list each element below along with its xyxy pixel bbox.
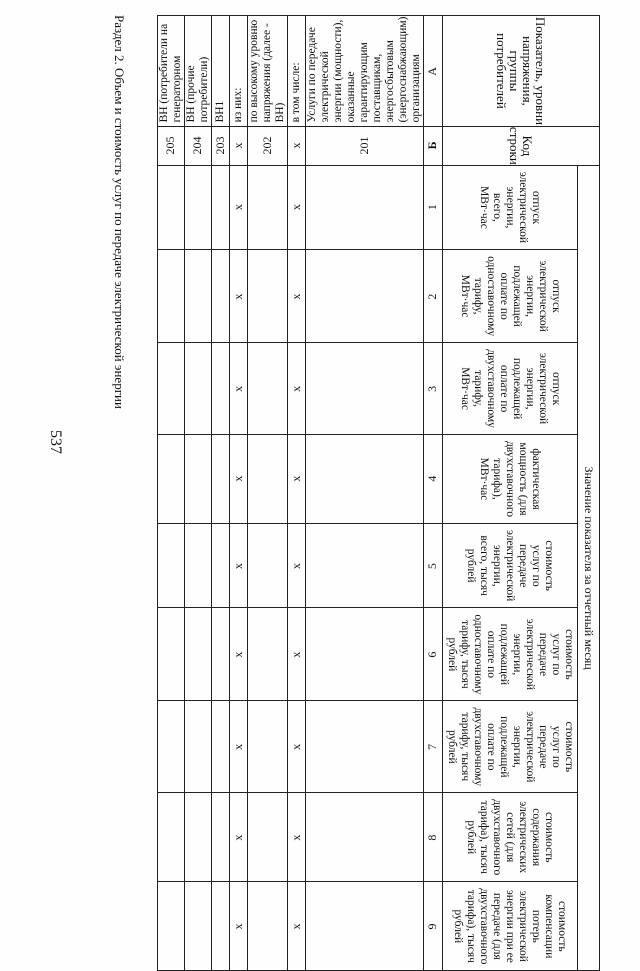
value-cell (306, 793, 424, 882)
column-number: 8 (424, 793, 443, 882)
page-number: 537 (47, 430, 64, 454)
value-cell (212, 343, 230, 435)
value-cell (248, 793, 288, 882)
value-cell: х (288, 165, 306, 249)
column-number: 2 (424, 250, 443, 343)
report-table (157, 15, 600, 971)
value-cell (158, 165, 185, 249)
row-code: 202 (248, 126, 288, 165)
value-group-header: Значение показателя за отчетный месяц (578, 165, 600, 971)
section-title: Раздел 2. Объем и стоимость услуг по передаче электрической энергии (112, 15, 127, 409)
column-header-8: стоимость содержания электрических сетей (для двухставочного тарифа), тысяч рублей (443, 793, 578, 882)
value-cell: х (288, 608, 306, 701)
value-cell (248, 250, 288, 343)
column-header-9: стоимость компенсации потерь электрической энергии при ее передаче (для двухставочного тарифа), тысяч рублей (443, 882, 578, 971)
value-cell: х (230, 434, 248, 523)
value-cell: х (288, 524, 306, 608)
value-cell (248, 701, 288, 793)
column-number: А (424, 16, 443, 127)
row-code: 203 (212, 126, 230, 165)
row-code: 201 (306, 126, 424, 165)
value-cell (185, 250, 212, 343)
table-row (185, 16, 212, 971)
value-cell (158, 434, 185, 523)
value-cell (212, 165, 230, 249)
column-header-5: стоимость услуг по передаче электрической энергии, всего, тысяч рублей (443, 524, 578, 608)
value-cell: х (288, 250, 306, 343)
column-header-7: стоимость услуг по передаче электрической энергии, подлежащей оплате по двухставочному тарифу, тысяч рублей (443, 701, 578, 793)
row-code: х (288, 126, 306, 165)
row-code: х (230, 126, 248, 165)
column-number: 5 (424, 524, 443, 608)
value-cell (306, 882, 424, 971)
value-cell (158, 343, 185, 435)
value-cell (212, 701, 230, 793)
table-row (306, 16, 424, 971)
value-cell: х (230, 701, 248, 793)
value-cell (212, 250, 230, 343)
row-code: 205 (158, 126, 185, 165)
value-cell (212, 434, 230, 523)
value-cell (306, 250, 424, 343)
value-cell (248, 882, 288, 971)
value-cell (158, 250, 185, 343)
value-cell (306, 608, 424, 701)
value-cell (306, 701, 424, 793)
table-row (230, 16, 248, 971)
value-cell: х (288, 701, 306, 793)
column-number: 7 (424, 701, 443, 793)
value-cell: х (288, 793, 306, 882)
value-cell (158, 793, 185, 882)
value-cell (248, 434, 288, 523)
value-cell: х (230, 608, 248, 701)
column-header-2: отпуск электрической энергии, подлежащей оплате по одноставочному тарифу, МВт·час (443, 250, 578, 343)
value-cell (306, 165, 424, 249)
header-row-group (578, 16, 600, 971)
value-cell: х (230, 343, 248, 435)
column-header-4: фактическая мощность (для двухставочного тарифа), МВт·час (443, 434, 578, 523)
value-cell (248, 165, 288, 249)
column-number: 3 (424, 343, 443, 435)
value-cell: х (230, 882, 248, 971)
value-cell (185, 793, 212, 882)
column-number: 4 (424, 434, 443, 523)
value-cell (306, 434, 424, 523)
value-cell (212, 524, 230, 608)
value-cell (185, 343, 212, 435)
column-header-1: отпуск электрической энергии, всего, МВт·час (443, 165, 578, 249)
value-cell: х (230, 165, 248, 249)
value-cell (306, 524, 424, 608)
value-cell (248, 524, 288, 608)
value-cell (248, 343, 288, 435)
value-cell: х (288, 882, 306, 971)
value-cell (248, 608, 288, 701)
table-row (158, 16, 185, 971)
value-cell (158, 882, 185, 971)
value-cell (185, 434, 212, 523)
row-label: в том числе: (288, 16, 306, 127)
value-cell: х (288, 434, 306, 523)
column-header-6: стоимость услуг по передаче электрической энергии, подлежащей оплате по одноставочному тарифу, тысяч рублей (443, 608, 578, 701)
value-cell (185, 701, 212, 793)
value-cell (185, 608, 212, 701)
row-code: 204 (185, 126, 212, 165)
value-cell (158, 701, 185, 793)
value-cell (158, 524, 185, 608)
column-header-3: отпуск электрической энергии, подлежащей оплате по двухставочному тарифу, МВт·час (443, 343, 578, 435)
value-cell: х (230, 524, 248, 608)
value-cell: х (230, 250, 248, 343)
value-cell (212, 793, 230, 882)
value-cell (212, 882, 230, 971)
value-cell (306, 343, 424, 435)
value-cell (158, 608, 185, 701)
row-label: по высокому уровню напряжения (далее - ВН) (248, 16, 288, 127)
value-cell (212, 608, 230, 701)
value-cell: х (288, 343, 306, 435)
row-label: ВН (потребители на генераторном (158, 16, 185, 127)
row-label: Услуги по передаче электрической энергии (мощности), оказанные гарантирующим поставщикам, энергосбытовым (энергоснабжающим) организациям (306, 16, 424, 127)
rotated-page (80, 15, 600, 965)
table-row (212, 16, 230, 971)
table-row (288, 16, 306, 971)
column-numbering-row (424, 16, 443, 971)
column-number: Б (424, 126, 443, 165)
column-number: 1 (424, 165, 443, 249)
row-label: ВН1 (212, 16, 230, 127)
column-number: 9 (424, 882, 443, 971)
value-cell (185, 524, 212, 608)
table-row (248, 16, 288, 971)
column-number: 6 (424, 608, 443, 701)
value-cell (185, 165, 212, 249)
row-label: из них: (230, 16, 248, 127)
indicator-column-header: Показатель, уровни напряжения, группы потребителей (443, 16, 600, 127)
value-cell (185, 882, 212, 971)
code-column-header: Код строки (443, 126, 600, 165)
value-cell: х (230, 793, 248, 882)
row-label: ВН (прочие потребители) (185, 16, 212, 127)
